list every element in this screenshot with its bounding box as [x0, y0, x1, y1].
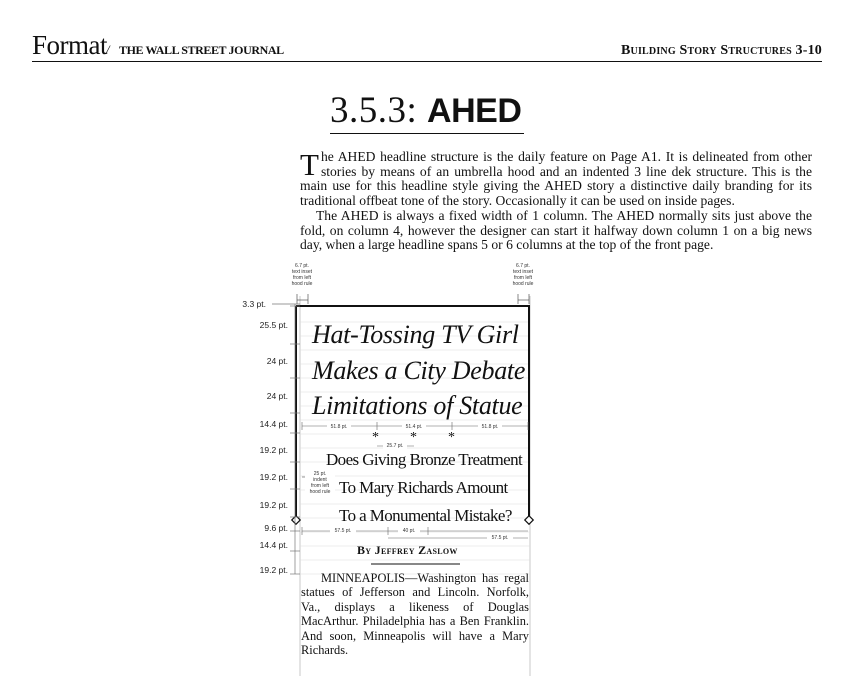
- indent-note: 25 pt. indent from left hood rule: [305, 471, 335, 495]
- dim-bottom-right: 57.5 pt.: [487, 535, 513, 541]
- title-number: 3.5.3:: [330, 90, 418, 131]
- dim-bottom-mid: 40 pt.: [398, 528, 420, 534]
- header-separator: /: [106, 42, 110, 57]
- headline-line-1: Hat-Tossing TV Girl: [312, 320, 519, 349]
- measure-dek-line-3: 19.2 pt.: [259, 500, 288, 510]
- headline-line-2: Makes a City Debate: [312, 356, 526, 385]
- dek-line-2: To Mary Richards Amount: [339, 478, 508, 497]
- story-text: [301, 571, 529, 657]
- drop-cap: T: [300, 147, 319, 182]
- title-word: AHED: [427, 92, 522, 130]
- dim-bottom-left: 57.5 pt.: [330, 528, 356, 534]
- measure-dek-line-1: 19.2 pt.: [259, 445, 288, 455]
- measure-byline: 14.4 pt.: [259, 540, 288, 550]
- dim-star-gap: 25.7 pt.: [383, 443, 407, 449]
- dek-line-3: To a Monumental Mistake?: [339, 506, 512, 525]
- star-ornament-1: *: [372, 430, 379, 445]
- headline-line-3: Limitations of Statue: [312, 391, 523, 420]
- measure-dek-space: 9.6 pt.: [264, 523, 288, 533]
- dim-star-right: 51.8 pt.: [478, 424, 502, 430]
- measure-stars-space: 14.4 pt.: [259, 419, 288, 429]
- dek-line-1: Does Giving Bronze Treatment: [326, 450, 523, 469]
- publication-name: THE WALL STREET JOURNAL: [119, 43, 284, 57]
- section-label: Format: [32, 30, 107, 60]
- intro-paragraph-1-text: he AHED headline structure is the daily feature on Page A1. It is delineated from other stories by means of an umbrella hood and an indented 3 line dek structure. This is the main use for this headline style giving the AHED story a distinctive daily branding for its traditional offbeat tone of the story. Occasionally it can be used on inside pages.: [300, 149, 812, 208]
- measure-text-line: 19.2 pt.: [259, 565, 288, 575]
- measure-hed-line-3: 24 pt.: [266, 391, 288, 401]
- inset-note-left: 6.7 pt. text inset from left hood rule: [291, 263, 313, 287]
- star-ornament-3: *: [448, 430, 455, 445]
- dim-star-mid: 51.4 pt.: [402, 424, 426, 430]
- dim-star-left: 51.8 pt.: [327, 424, 351, 430]
- measure-hood-rule: 3.3 pt.: [242, 299, 266, 309]
- measure-dek-line-2: 19.2 pt.: [259, 472, 288, 482]
- inset-note-right: 6.7 pt. text inset from left hood rule: [512, 263, 534, 287]
- story-paragraph: MINNEAPOLIS—Washington has regal statues of Jefferson and Lincoln. Norfolk, Va., displays a likeness of Douglas MacArthur. Philadelphia has a Ben Franklin. And soon, Minneapolis will have a Mary Richards.: [301, 571, 529, 658]
- measure-hed-line-1: 25.5 pt.: [259, 320, 288, 330]
- intro-paragraph-2: The AHED is always a fixed width of 1 column. The AHED normally sits just above the fold, on column 4, however the designer can start it halfway down column 1 on a big news day, when a large headline spans 5 or 6 columns at the top of the front page.: [300, 208, 812, 253]
- star-ornament-2: *: [410, 430, 417, 445]
- measure-hed-line-2: 24 pt.: [266, 356, 288, 366]
- chapter-title: Building Story Structures 3-10: [620, 43, 822, 58]
- byline: By Jeffrey Zaslow: [357, 543, 458, 557]
